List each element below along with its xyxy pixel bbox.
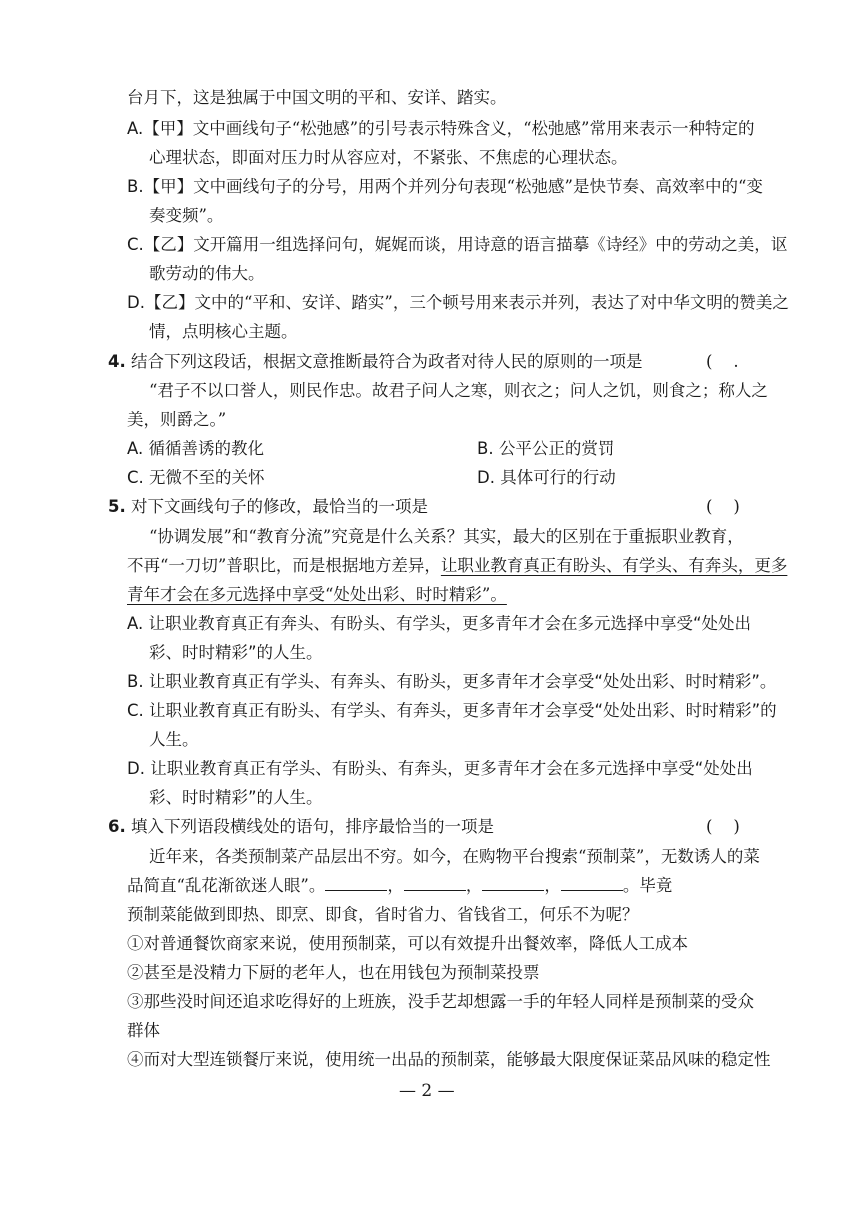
q6-item-4: ④而对大型连锁餐厅来说，使用统一出品的预制菜，能够最大限度保证菜品风味的稳定性	[127, 1050, 771, 1069]
comma: ，	[544, 876, 561, 895]
q3-option-a-cont: 心理状态，即面对压力时从容应对，不紧张、不焦虑的心理状态。	[149, 148, 628, 167]
q3-option-d	[127, 291, 789, 315]
passage-plain: 不再“一刀切”普职比，而是根据地方差异，	[127, 556, 441, 575]
q4-quote-line-2: 美，则爵之。”	[127, 410, 227, 429]
q6-item-1: ①对普通餐饮商家来说，使用预制菜，可以有效提升出餐效率，降低人工成本	[127, 934, 688, 953]
q4-option-a	[127, 437, 264, 461]
q5-passage-line-1: “协调发展”和“教育分流”究竟是什么关系？其实，最大的区别在于重振职业教育，	[149, 527, 744, 546]
q3-option-b-cont: 奏变频”。	[149, 206, 224, 225]
q6-item-3: ③那些没时间还追求吃得好的上班族，没手艺却想露一手的年轻人同样是预制菜的受众	[127, 992, 754, 1011]
passage-text: 品简直“乱花渐欲迷人眼”。	[127, 876, 326, 895]
option-label: D.	[477, 468, 495, 487]
q5-option-a	[127, 612, 751, 636]
q3-option-c	[127, 233, 787, 257]
fill-blank-1	[325, 874, 387, 891]
option-label: B.	[127, 177, 144, 196]
period: 。	[622, 876, 640, 895]
fill-blank-3	[482, 874, 544, 891]
question-number: 4.	[108, 352, 126, 371]
underlined-sentence: 让职业教育真正有盼头、有学头、有奔头，更多	[440, 556, 788, 575]
question-number: 6.	[108, 817, 126, 836]
fill-blank-4	[561, 874, 623, 891]
q4-option-b	[477, 437, 614, 461]
q5-passage-line-2	[127, 554, 787, 578]
option-label: A.	[127, 439, 144, 458]
option-text: 无微不至的关怀	[149, 468, 265, 487]
fill-blank-2	[404, 874, 466, 891]
question-number: 5.	[108, 497, 126, 516]
option-label: C.	[127, 235, 144, 254]
answer-paren: ( .	[706, 352, 739, 371]
question-stem: 填入下列语段横线处的语句，排序最恰当的一项是	[131, 817, 494, 836]
option-text: 让职业教育真正有奔头、有盼头、有学头，更多青年才会在多元选择中享受“处处出	[148, 614, 752, 633]
option-label: B.	[127, 672, 144, 691]
question-stem: 对下文画线句子的修改，最恰当的一项是	[131, 497, 428, 516]
option-text: 【乙】文中的“平和、安详、踏实”，三个顿号用来表示并列，表达了对中华文明的赞美之	[144, 293, 789, 312]
q3-option-d-cont: 情，点明核心主题。	[149, 322, 298, 341]
q5-stem-line	[108, 495, 428, 519]
continuation-line: 台月下，这是独属于中国文明的平和、安详、踏实。	[127, 88, 507, 107]
underlined-sentence: 青年才会在多元选择中享受“处处出彩、时时精彩”。	[127, 585, 507, 604]
q6-item-3-cont: 群体	[127, 1021, 160, 1040]
option-text: 具体可行的行动	[500, 468, 616, 487]
option-label: A.	[127, 119, 144, 138]
q4-option-c	[127, 466, 265, 490]
q6-passage-line-3: 预制菜能做到即热、即烹、即食，省时省力、省钱省工，何乐不为呢？	[127, 905, 639, 924]
option-text: 【甲】文中画线句子的分号，用两个并列分句表现“松弛感”是快节奏、高效率中的“变	[143, 177, 763, 196]
option-label: C.	[127, 701, 144, 720]
option-text: 公平公正的赏罚	[498, 439, 615, 458]
q6-stem-line	[108, 815, 494, 839]
option-text: 让职业教育真正有盼头、有学头、有奔头，更多青年才会享受“处处出彩、时时精彩”的	[149, 701, 777, 720]
q5-passage-line-3	[127, 583, 507, 607]
answer-paren: ( )	[706, 497, 740, 516]
q5-option-d	[127, 757, 753, 781]
q4-quote-line-1: “君子不以口誉人，则民作忠。故君子问人之寒，则衣之；问人之饥，则食之；称人之	[149, 381, 768, 400]
comma: ，	[387, 876, 404, 895]
option-label: B.	[477, 439, 494, 458]
q4-option-d	[477, 466, 616, 490]
passage-text: 毕竟	[639, 876, 673, 895]
answer-paren: ( )	[706, 817, 740, 836]
q6-passage-line-2	[127, 874, 672, 898]
q5-option-d-cont: 彩、时时精彩”的人生。	[149, 788, 323, 807]
option-text: 【甲】文中画线句子“松弛感”的引号表示特殊含义，“松弛感”常用来表示一种特定的	[143, 119, 755, 138]
question-stem: 结合下列这段话，根据文意推断最符合为政者对待人民的原则的一项是	[131, 352, 643, 371]
comma: ，	[465, 876, 483, 895]
q3-option-c-cont: 歌劳动的伟大。	[149, 264, 265, 283]
option-label: C.	[127, 468, 144, 487]
q6-passage-line-1: 近年来，各类预制菜产品层出不穷。如今，在购物平台搜索“预制菜”，无数诱人的菜	[149, 847, 760, 866]
q5-option-c	[127, 699, 777, 723]
q3-option-a	[127, 117, 755, 141]
q5-option-b	[127, 670, 776, 694]
option-label: D.	[127, 759, 145, 778]
q5-option-c-cont: 人生。	[149, 730, 199, 749]
option-text: 循循善诱的教化	[148, 439, 264, 458]
option-label: D.	[127, 293, 145, 312]
option-label: A.	[127, 614, 144, 633]
q3-option-b	[127, 175, 763, 199]
q4-stem-line	[108, 350, 643, 374]
q6-item-2: ②甚至是没精力下厨的老年人，也在用钱包为预制菜投票	[127, 963, 540, 982]
page-number: — 2 —	[399, 1081, 455, 1101]
q5-option-a-cont: 彩、时时精彩”的人生。	[149, 643, 323, 662]
option-text: 让职业教育真正有学头、有盼头、有奔头，更多青年才会在多元选择中享受“处处出	[150, 759, 753, 778]
option-text: 【乙】文开篇用一组选择问句，娓娓而谈，用诗意的语言描摹《诗经》中的劳动之美，讴	[143, 235, 788, 254]
option-text: 让职业教育真正有学头、有奔头、有盼头，更多青年才会享受“处处出彩、时时精彩”。	[148, 672, 777, 691]
